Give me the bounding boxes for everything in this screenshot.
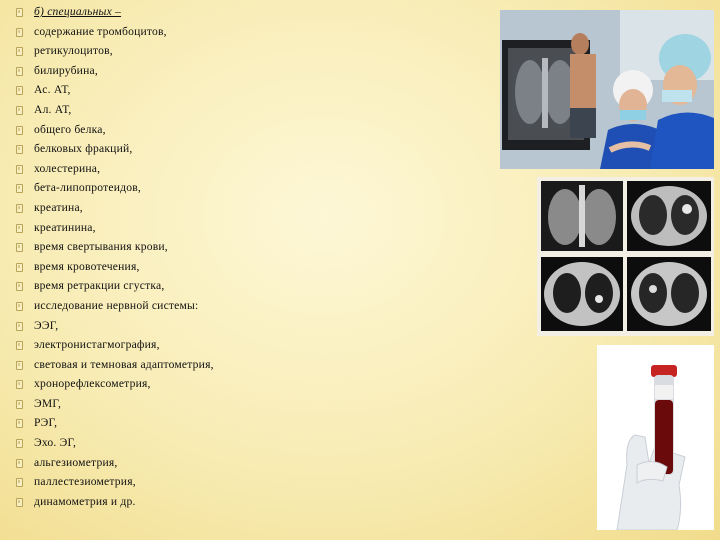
list-item bbox=[16, 374, 486, 394]
list-item bbox=[16, 492, 486, 512]
list-item bbox=[16, 394, 486, 414]
bullet-icon bbox=[16, 498, 23, 507]
list-item bbox=[16, 296, 486, 316]
bullet-icon bbox=[16, 243, 23, 252]
bullet-icon bbox=[16, 322, 23, 331]
bullet-icon bbox=[16, 126, 23, 135]
bullet-icon bbox=[16, 224, 23, 233]
list-item-text: альгезиометрия, bbox=[34, 455, 118, 469]
list-item-text: содержание тромбоцитов, bbox=[34, 24, 167, 38]
bullet-icon bbox=[16, 361, 23, 370]
list-item-text: время ретракции сгустка, bbox=[34, 279, 165, 293]
list-item-text: исследование нервной системы: bbox=[34, 298, 199, 312]
bullet-icon bbox=[16, 106, 23, 115]
list-item bbox=[16, 433, 486, 453]
list-item bbox=[16, 178, 486, 198]
bullet-icon bbox=[16, 478, 23, 487]
list-item-text: световая и темновая адаптометрия, bbox=[34, 357, 214, 371]
list-item-text: креатина, bbox=[34, 200, 83, 214]
bullet-icon bbox=[16, 380, 23, 389]
list-item bbox=[16, 316, 486, 336]
list-item-text: бета-липопротеидов, bbox=[34, 181, 142, 195]
list-item bbox=[16, 335, 486, 355]
bullet-icon bbox=[16, 204, 23, 213]
list-item-text: хронорефлексометрия, bbox=[34, 377, 151, 391]
list-item bbox=[16, 139, 486, 159]
list-item bbox=[16, 413, 486, 433]
bullet-list bbox=[16, 2, 486, 511]
list-item bbox=[16, 237, 486, 257]
list-item-text: время свертывания крови, bbox=[34, 240, 168, 254]
list-item bbox=[16, 61, 486, 81]
list-item bbox=[16, 453, 486, 473]
list-item-text: электронистагмография, bbox=[34, 338, 160, 352]
list-item-text: белковых фракций, bbox=[34, 142, 133, 156]
bullet-icon bbox=[16, 302, 23, 311]
bullet-icon bbox=[16, 282, 23, 291]
list-item-text: Эхо. ЭГ, bbox=[34, 436, 77, 450]
bullet-icon bbox=[16, 263, 23, 272]
list-item-text: креатинина, bbox=[34, 220, 96, 234]
list-item bbox=[16, 80, 486, 100]
list-item bbox=[16, 41, 486, 61]
list-item bbox=[16, 257, 486, 277]
list-item bbox=[16, 198, 486, 218]
list-item-text: ЭЭГ, bbox=[34, 318, 59, 332]
bullet-icon bbox=[16, 165, 23, 174]
list-item bbox=[16, 472, 486, 492]
list-item-text: Ал. АТ, bbox=[34, 102, 72, 116]
list-item-text: ретикулоцитов, bbox=[34, 44, 113, 58]
list-item-text: Ас. АТ, bbox=[34, 83, 71, 97]
bullet-icon bbox=[16, 439, 23, 448]
bullet-icon bbox=[16, 47, 23, 56]
list-item bbox=[16, 159, 486, 179]
list-item-text: паллестезиометрия, bbox=[34, 475, 136, 489]
list-item bbox=[16, 120, 486, 140]
list-item-text: динамометрия и др. bbox=[34, 494, 136, 508]
bullet-icon bbox=[16, 145, 23, 154]
list-item-text: билирубина, bbox=[34, 63, 98, 77]
bullet-icon bbox=[16, 341, 23, 350]
doctors-xray-photo bbox=[500, 10, 714, 169]
list-item-heading bbox=[16, 2, 486, 22]
list-item bbox=[16, 218, 486, 238]
bullet-icon bbox=[16, 459, 23, 468]
bullet-icon bbox=[16, 86, 23, 95]
list-item-text: РЭГ, bbox=[34, 416, 58, 430]
list-item bbox=[16, 355, 486, 375]
bullet-icon bbox=[16, 184, 23, 193]
bullet-icon bbox=[16, 8, 23, 17]
list-item-text: время кровотечения, bbox=[34, 259, 140, 273]
list-item bbox=[16, 100, 486, 120]
ct-scans-image bbox=[537, 177, 714, 336]
bullet-icon bbox=[16, 419, 23, 428]
list-item-text: холестерина, bbox=[34, 161, 101, 175]
bullet-icon bbox=[16, 400, 23, 409]
list-item-text: ЭМГ, bbox=[34, 396, 62, 410]
list-item bbox=[16, 276, 486, 296]
list-item-text: б) специальных – bbox=[34, 5, 122, 18]
bullet-icon bbox=[16, 67, 23, 76]
blood-tube-photo bbox=[597, 345, 714, 530]
list-item-text: общего белка, bbox=[34, 122, 106, 136]
list-item bbox=[16, 22, 486, 42]
bullet-icon bbox=[16, 28, 23, 37]
